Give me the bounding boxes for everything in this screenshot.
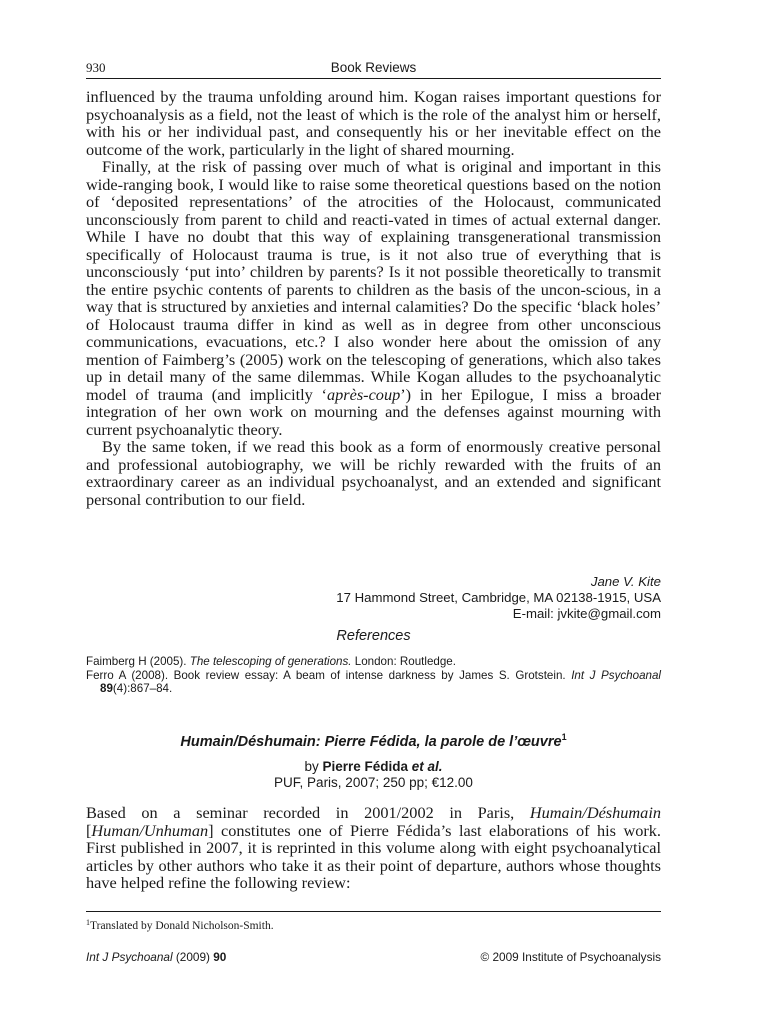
running-header [86,60,661,78]
section-title: Book Reviews [330,60,417,75]
references-list [86,655,661,696]
reference-item: Faimberg H (2005). The telescoping of generations. London: Routledge. [86,655,456,668]
reviewer-email: E-mail: jvkite@gmail.com [512,606,661,621]
footnote: $^1$Translated by Donald Nicholson-Smith. [86,918,274,932]
footnote-marker: 1 [561,732,567,742]
italic-term: après-coup [326,384,401,404]
paragraph-2: Finally, at the risk of passing over much of what is original and important in this wide-ranging book, I would like to raise some theoretical questions based on the notion of ‘deposited representations’ of the atrocities of the Holocaust, communicated unconsciously from parent to child and reacti-vated in times of actual external danger. While I have no doubt that this way of explaining transgenerational transmission specifically of Holocaust trauma is true, is it not also true of everything that is unconsciously ‘put into’ children by parents? Is it not possible theoretically to transmit the entire psychic contents of parents to children as the basis of the uncon-scious, in a way that is structured by anxieties and internal calamities? Do the specific ‘black holes’ of Holocaust trauma differ in kind as well as in degree from other unconscious communications, evacuations, etc.? I also wonder here about the omission of any mention of Faimberg’s (2005) work on the telescoping of generations, which also takes up in detail many of the same dilemmas. While Kogan alludes to the psychoanalytic model of trauma (and implicitly ‘après-coup’) in her Epilogue, I miss a broader integration of her own work on mourning and the defenses against mourning with current psychoanalytic theory. [86,157,661,439]
paragraph-3: By the same token, if we read this book as a form of enormously creative personal and professional autobiography, we will be richly rewarded with the fruits of an extraordinary career as an individual psychoanalyst, and an extended and significant personal contribution to our field. [86,437,661,509]
book-author: Pierre Fédida [322,759,409,774]
page-number: 930 [86,60,106,75]
journal-citation: Int J Psychoanal (2009) 90 [86,950,227,964]
reference-item: Ferro A (2008). Book review essay: A beam of intense darkness by James S. Grotstein. Int J Psychoanal 89(4):867–84. [86,668,661,695]
review2-body [86,804,661,892]
publication-details: PUF, Paris, 2007; 250 pp; €12.00 [274,775,473,790]
copyright: © 2009 Institute of Psychoanalysis [480,950,661,964]
reviewer-name: Jane V. Kite [590,574,661,589]
references-heading: References [336,628,411,644]
header-rule [86,78,661,79]
paragraph-1: influenced by the trauma unfolding around him. Kogan raises important questions for psychoanalysis as a field, not the least of which is the role of the analyst him or herself, with his or her individual past, and consequently his or her inevitable effect on the outcome of the work, particularly in the light of shared mourning. [86,87,661,159]
review-body [86,88,661,508]
reviewer-signature [86,574,661,622]
review-title: Humain/Déshumain: Pierre Fédida, la parole de l’œuvre$^1$ [180,732,567,750]
footnote-rule [86,911,661,912]
review-author-line: by Pierre Fédida et al. [304,759,443,774]
review2-paragraph-1: Based on a seminar recorded in 2001/2002 in Paris, Humain/Déshumain [Human/Unhuman] constitutes one of Pierre Fédida’s last elaborations of his work. First published in 2007, it is reprinted in this volume along with eight psychoanalytical articles by other authors who take it as their point of departure, authors whose thoughts have helped refine the following review: [86,803,661,892]
reviewer-address: 17 Hammond Street, Cambridge, MA 02138-1915, USA [336,590,661,605]
